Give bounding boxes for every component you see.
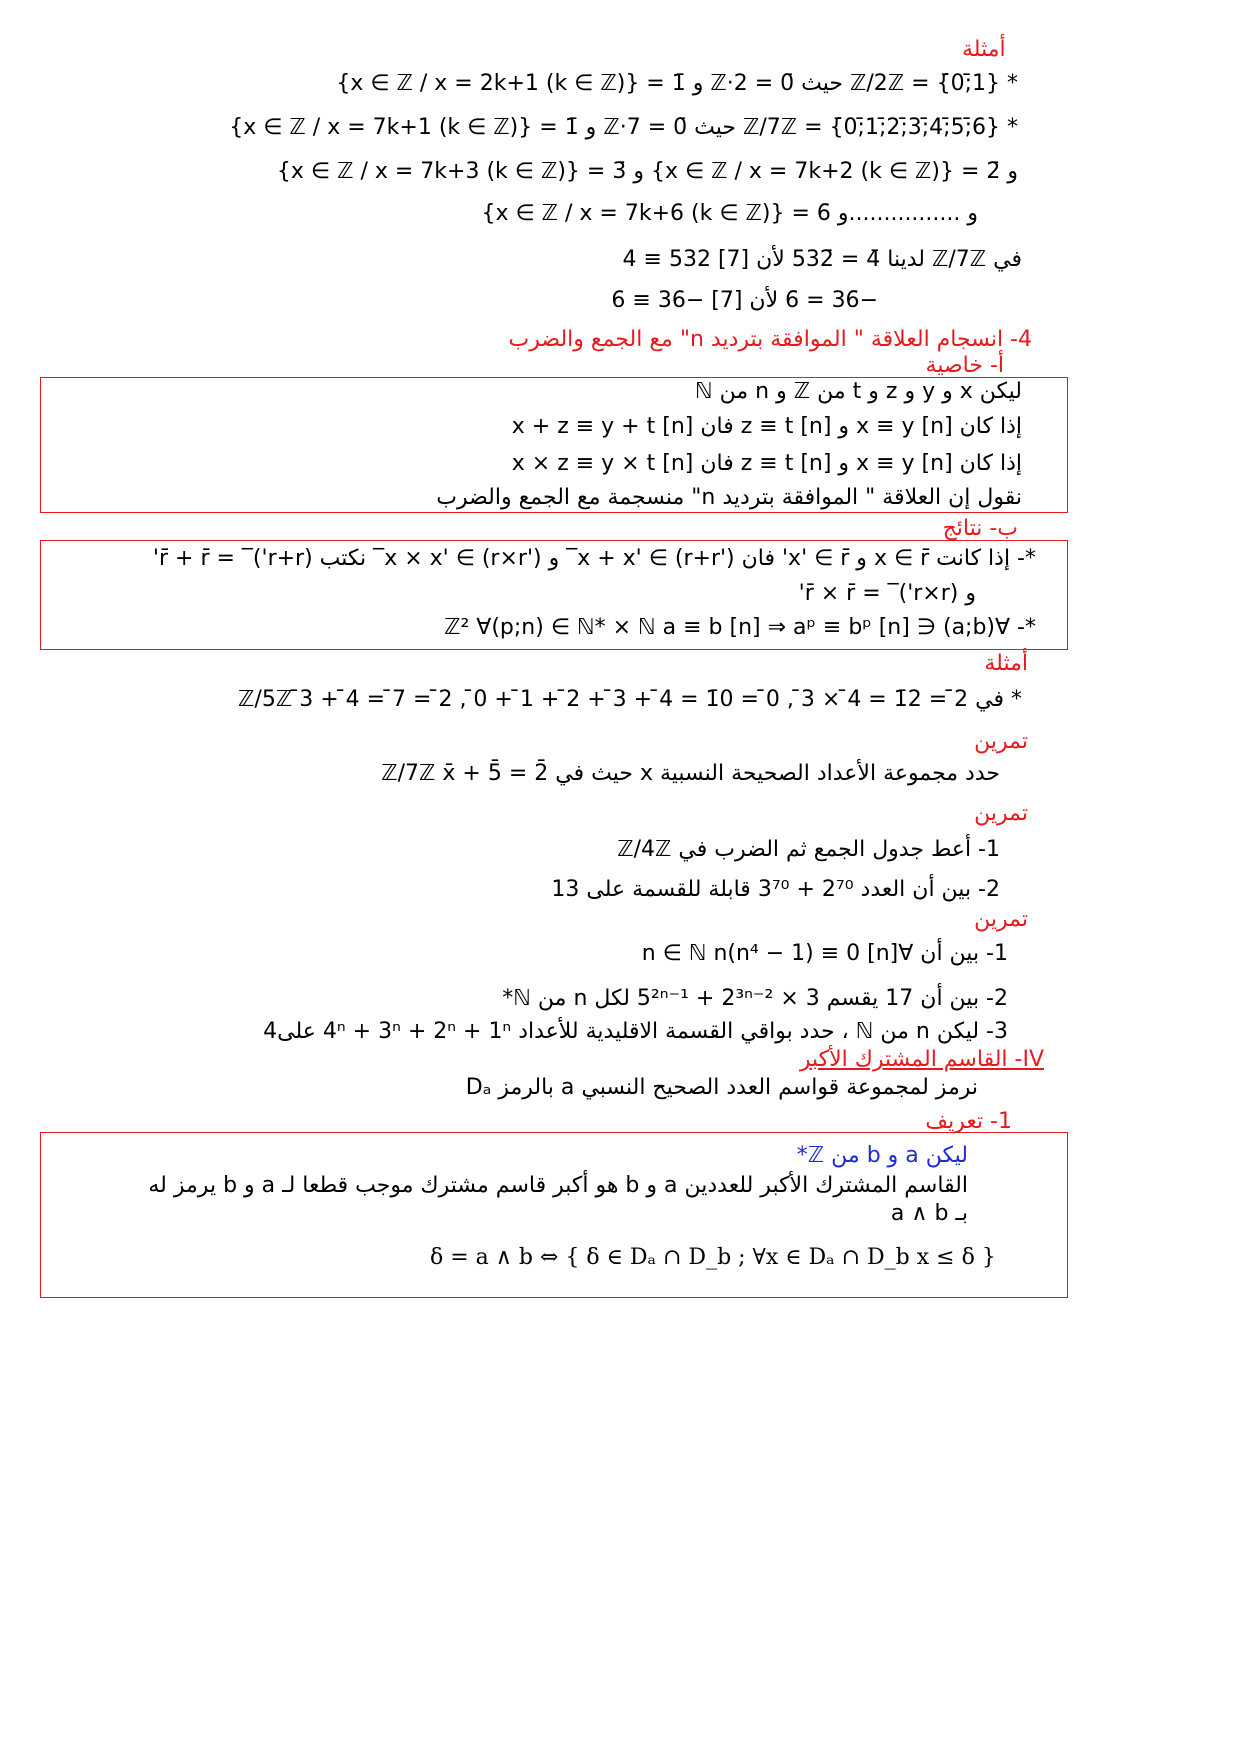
definition-text: القاسم المشترك الأكبر للعددين a و b هو أكبر قاسم مشترك موجب قطعا لـ a و b يرمز له <box>148 1173 968 1198</box>
exercise-1-statement: حدد مجموعة الأعداد الصحيحة النسبية x حيث في ℤ/7ℤ x̄ + 5̄ = 2̄ <box>381 761 1000 786</box>
exercise-3-item-2: 2- بين أن 17 يقسم 3 × 5²ⁿ⁻¹ + 2³ⁿ⁻² لكل n من ℕ* <box>502 986 1008 1011</box>
example-z5z-line: * في ℤ/5ℤ 3̄ + 4̄ = 7̄ = 2̄ , 0̄ + 1̄ + 2̄ + 3̄ + 4̄ = 10̄ = 0̄ , 3̄ × 4̄ = 12̄ = 2̄ <box>238 687 1022 712</box>
example-z2z-line: * ℤ/2ℤ = {0̄;1̄} حيث 0̄ = 2·ℤ و 1̄ = {x ∈ ℤ / x = 2k+1 (k ∈ ℤ)} <box>336 71 1018 96</box>
definition-formula: δ = a ∧ b ⇔ { δ ∈ Dₐ ∩ D_b ; ∀x ∈ Dₐ ∩ D_b x ≤ δ } <box>430 1245 996 1270</box>
results-heading: ب- نتائج <box>942 516 1018 541</box>
property-hypothesis: ليكن x و y و z و t من ℤ و n من ℕ <box>694 379 1022 404</box>
exercise-2-item-2: 2- بين أن العدد 2⁷⁰ + 3⁷⁰ قابلة للقسمة على 13 <box>551 877 1000 902</box>
results-class-operations: *- إذا كانت x ∈ r̄ و x' ∈ r̄' فان x + x' ∈ (r+r')‾ و x × x' ∈ (r×r')‾ نكتب (r+r')‾ = r̄ + r̄' <box>152 546 1036 571</box>
definition-notation: بـ a ∧ b <box>890 1201 968 1226</box>
exercise-3-item-1: 1- بين أن ∀n ∈ ℕ n(n⁴ − 1) ≡ 0 [n] <box>641 941 1008 966</box>
exercise-heading-2: تمرين <box>974 801 1028 826</box>
exercise-2-item-1: 1- أعط جدول الجمع ثم الضرب في ℤ/4ℤ <box>617 837 1000 862</box>
property-product-rule: إذا كان [n] x ≡ y و [n] z ≡ t فان [n] x × z ≡ y × t <box>511 451 1022 476</box>
definition-hypothesis: ليكن a و b من ℤ* <box>796 1143 968 1168</box>
example-class-2-3-line: و 2̄ = {x ∈ ℤ / x = 7k+2 (k ∈ ℤ)} و 3̄ = {x ∈ ℤ / x = 7k+3 (k ∈ ℤ)} <box>276 159 1018 184</box>
example-z7z-line: * ℤ/7ℤ = {0̄;1̄;2̄;3̄;4̄;5̄;6̄} حيث 0̄ = 7·ℤ و 1̄ = {x ∈ ℤ / x = 7k+1 (k ∈ ℤ)} <box>229 115 1018 140</box>
example-532-line: في ℤ/7ℤ لدينا 4̄ = 532̄ لأن [7] 532 ≡ 4 <box>622 247 1022 272</box>
property-heading: أ- خاصية <box>925 353 1004 378</box>
section-4-title: 4- انسجام العلاقة " الموافقة بترديد n" مع الجمع والضرب <box>508 327 1032 352</box>
results-power-rule: *- ∀(a;b) ∈ ℤ² ∀(p;n) ∈ ℕ* × ℕ a ≡ b [n] ⇒ aᵖ ≡ bᵖ [n] <box>444 615 1036 640</box>
definition-heading: 1- تعريف <box>925 1109 1012 1134</box>
examples-heading-2: أمثلة <box>984 651 1028 676</box>
section-iv-title: IV- القاسم المشترك الأكبر <box>799 1047 1044 1072</box>
property-sum-rule: إذا كان [n] x ≡ y و [n] z ≡ t فان [n] x + z ≡ y + t <box>511 414 1022 439</box>
divisors-notation: نرمز لمجموعة قواسم العدد الصحيح النسبي a بالرمز Dₐ <box>465 1075 978 1100</box>
exercise-heading-3: تمرين <box>974 907 1028 932</box>
example-minus36-line: −36̄ = 6̄ لأن [7] −36 ≡ 6 <box>611 288 878 313</box>
exercise-heading-1: تمرين <box>974 729 1028 754</box>
example-class-6-line: و ................و 6̄ = {x ∈ ℤ / x = 7k+6 (k ∈ ℤ)} <box>481 201 978 226</box>
results-class-product: و (r×r')‾ = r̄ × r̄' <box>798 581 976 606</box>
exercise-3-item-3: 3- ليكن n من ℕ ، حدد بواقي القسمة الاقليدية للأعداد 4ⁿ + 3ⁿ + 2ⁿ + 1ⁿ على4 <box>263 1019 1008 1044</box>
property-conclusion: نقول إن العلاقة " الموافقة بترديد n" منسجمة مع الجمع والضرب <box>436 485 1022 510</box>
examples-heading: أمثلة <box>962 37 1006 62</box>
